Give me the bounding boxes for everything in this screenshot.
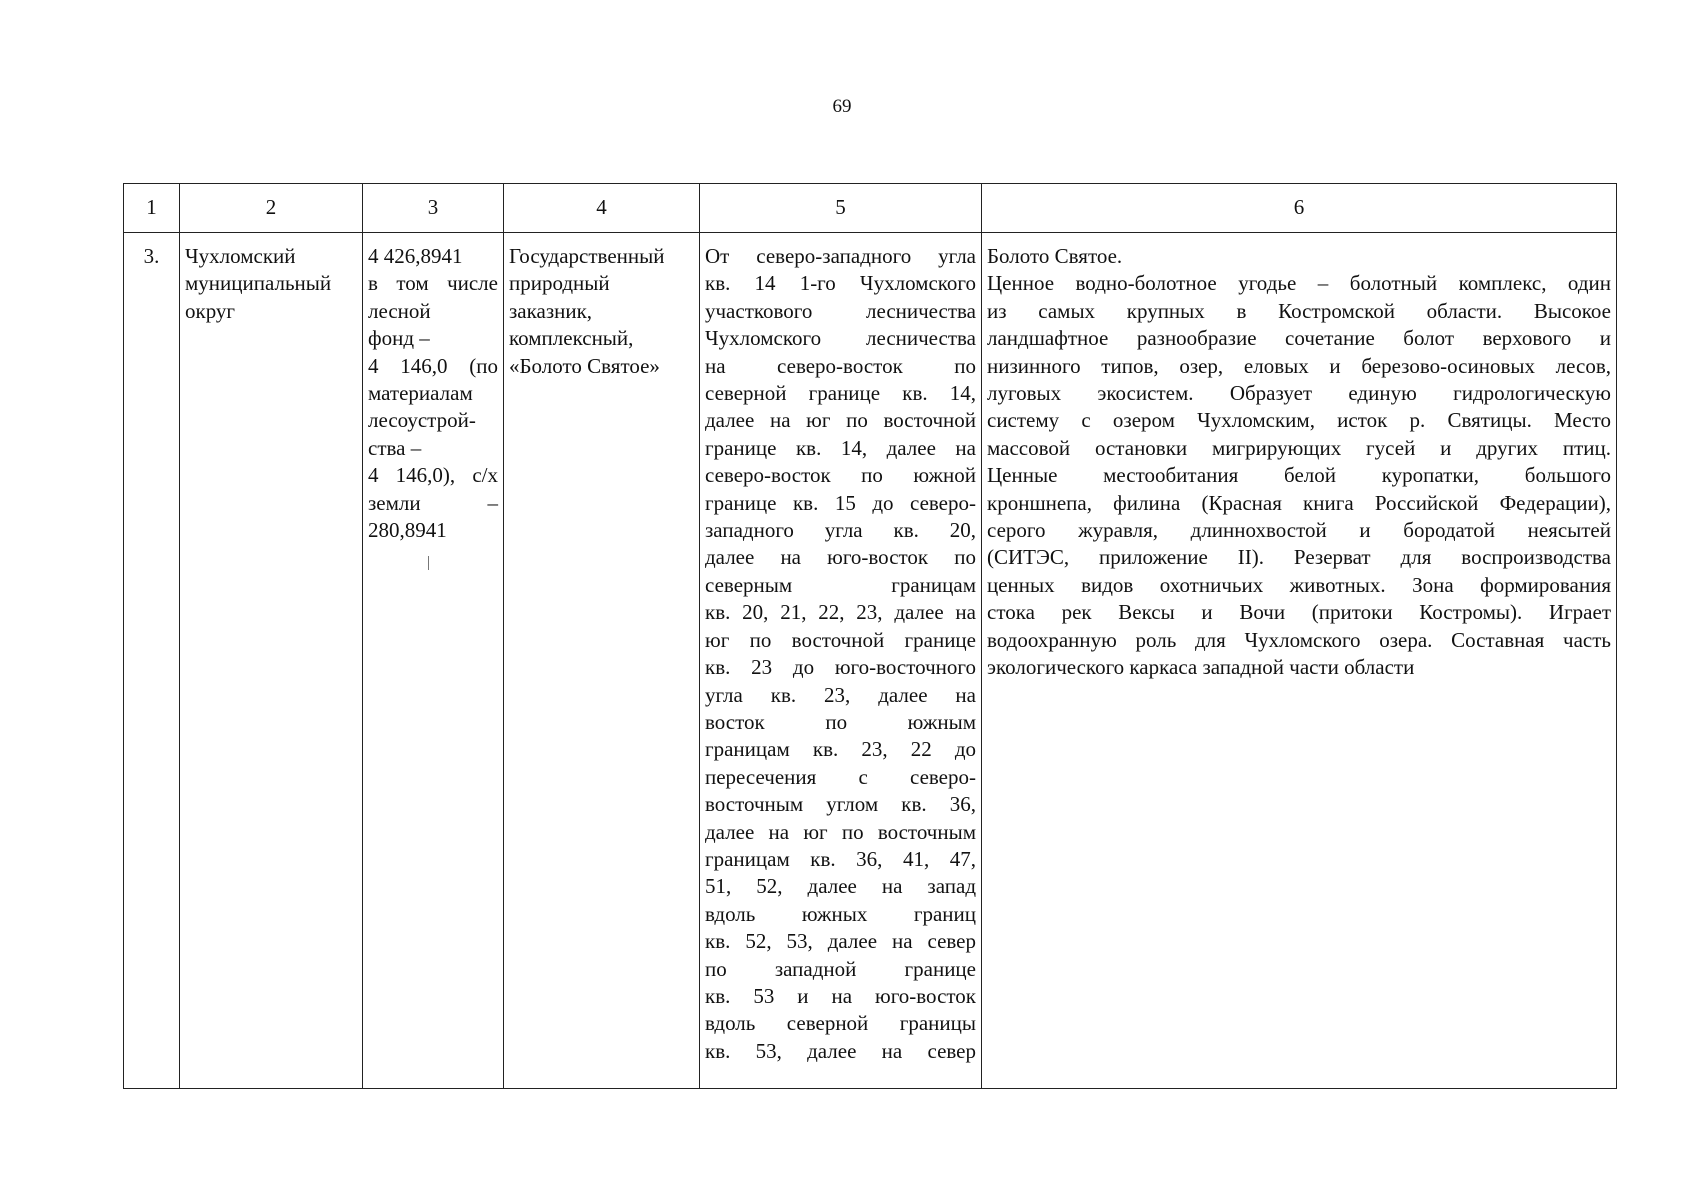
text-line: северной границе кв. 14, — [705, 381, 976, 406]
text-line: восток по южным — [705, 709, 976, 734]
text-line: северо-восток по южной — [705, 463, 976, 488]
text-line: границам кв. 23, 22 до — [705, 737, 976, 762]
text-line: северным границам — [705, 572, 976, 597]
text-line: далее на юго-восток по — [705, 545, 976, 570]
protected-areas-table — [123, 183, 1617, 1089]
district-cell — [180, 233, 363, 1089]
text-line: лесной — [368, 298, 431, 323]
text-line: в том числе — [368, 271, 498, 296]
district-line: муниципальный — [185, 271, 332, 296]
table-row — [124, 233, 1617, 1089]
column-header: 4 — [504, 184, 700, 233]
district-line: округ — [185, 298, 236, 323]
text-line: кроншнепа, филина (Красная книга Российской Федерации), — [987, 490, 1611, 515]
page-number: 69 — [832, 96, 852, 117]
text-line: далее на юг по восточным — [705, 819, 976, 844]
column-header: 3 — [363, 184, 504, 233]
boundary-description-cell — [700, 233, 982, 1089]
text-line: вдоль северной границы — [705, 1011, 976, 1036]
text-line: фонд – — [368, 326, 430, 351]
text-line: по западной границе — [705, 956, 976, 981]
text-line: границе кв. 15 до северо- — [705, 490, 976, 515]
text-line: кв. 53 и на юго-восток — [705, 983, 976, 1008]
text-line: водоохранную роль для Чухломского озера. Составная часть — [987, 627, 1611, 652]
text-line: массовой остановки мигрирующих гусей и других птиц. — [987, 435, 1611, 460]
text-line: От северо-западного угла — [705, 244, 976, 268]
text-line: ландшафтное разнообразие сочетание болот верхового и — [987, 326, 1611, 351]
column-header: 2 — [180, 184, 363, 233]
text-line: земли – — [368, 490, 498, 515]
text-line: кв. 53, далее на север — [705, 1038, 976, 1063]
area-description-cell — [982, 233, 1617, 1089]
text-line: далее на юг по восточной — [705, 408, 976, 433]
text-line: вдоль южных границ — [705, 901, 976, 926]
text-line: участкового лесничества — [705, 298, 976, 323]
text-line: низинного типов, озер, еловых и березово-осиновых лесов, — [987, 353, 1611, 378]
text-line: систему с озером Чухломским, исток р. Святицы. Место — [987, 408, 1611, 433]
scan-mark — [428, 556, 429, 570]
text-line: 4 146,0 (по — [368, 353, 498, 378]
text-line: 51, 52, далее на запад — [705, 874, 976, 899]
text-line: на северо-восток по — [705, 353, 976, 378]
area-cell — [363, 233, 504, 1089]
text-line: ства – — [368, 435, 422, 460]
category-line: Государственный — [509, 244, 665, 268]
text-line: кв. 52, 53, далее на север — [705, 929, 976, 954]
category-line: заказник, — [509, 298, 593, 323]
text-line: стока рек Вексы и Вочи (притоки Костромы). Играет — [987, 600, 1611, 625]
category-line: «Болото Святое» — [509, 353, 660, 378]
text-line: угла кв. 23, далее на — [705, 682, 976, 707]
row-number-cell: 3. — [124, 233, 180, 1089]
text-line: Ценное водно-болотное угодье – болотный комплекс, один — [987, 271, 1611, 296]
text-line: юг по восточной границе — [705, 627, 976, 652]
text-line: кв. 23 до юго-восточного — [705, 655, 976, 680]
text-line: восточным углом кв. 36, — [705, 792, 976, 817]
text-line: Чухломского лесничества — [705, 326, 976, 351]
text-line: (СИТЭС, приложение II). Резерват для воспроизводства — [987, 545, 1611, 570]
text-line: кв. 20, 21, 22, 23, далее на — [705, 600, 976, 625]
text-line: западного угла кв. 20, — [705, 518, 976, 543]
text-line: ценных видов охотничьих животных. Зона формирования — [987, 572, 1611, 597]
category-cell — [504, 233, 700, 1089]
text-line: лесоустрой- — [368, 408, 476, 433]
text-line: луговых экосистем. Образует единую гидрологическую — [987, 381, 1611, 406]
text-line: материалам — [368, 381, 473, 406]
text-line: серого журавля, длиннохвостой и бородатой неясытей — [987, 518, 1611, 543]
text-line: границам кв. 36, 41, 47, — [705, 846, 976, 871]
district-line: Чухломский — [185, 244, 296, 268]
text-line: экологического каркаса западной части области — [987, 655, 1415, 680]
text-line: 4 146,0), с/х — [368, 463, 498, 488]
text-line: 280,8941 — [368, 518, 447, 543]
text-line: границе кв. 14, далее на — [705, 435, 976, 460]
column-header: 1 — [124, 184, 180, 233]
text-line: Ценные местообитания белой куропатки, большого — [987, 463, 1611, 488]
text-line: кв. 14 1-го Чухломского — [705, 271, 976, 296]
text-line: из самых крупных в Костромской области. Высокое — [987, 298, 1611, 323]
column-header: 6 — [982, 184, 1617, 233]
text-line: Болото Святое. — [987, 244, 1123, 268]
column-header: 5 — [700, 184, 982, 233]
text-line: пересечения с северо- — [705, 764, 976, 789]
category-line: природный — [509, 271, 610, 296]
text-line: 4 426,8941 — [368, 244, 463, 268]
category-line: комплексный, — [509, 326, 634, 351]
table-header-row — [124, 184, 1617, 233]
